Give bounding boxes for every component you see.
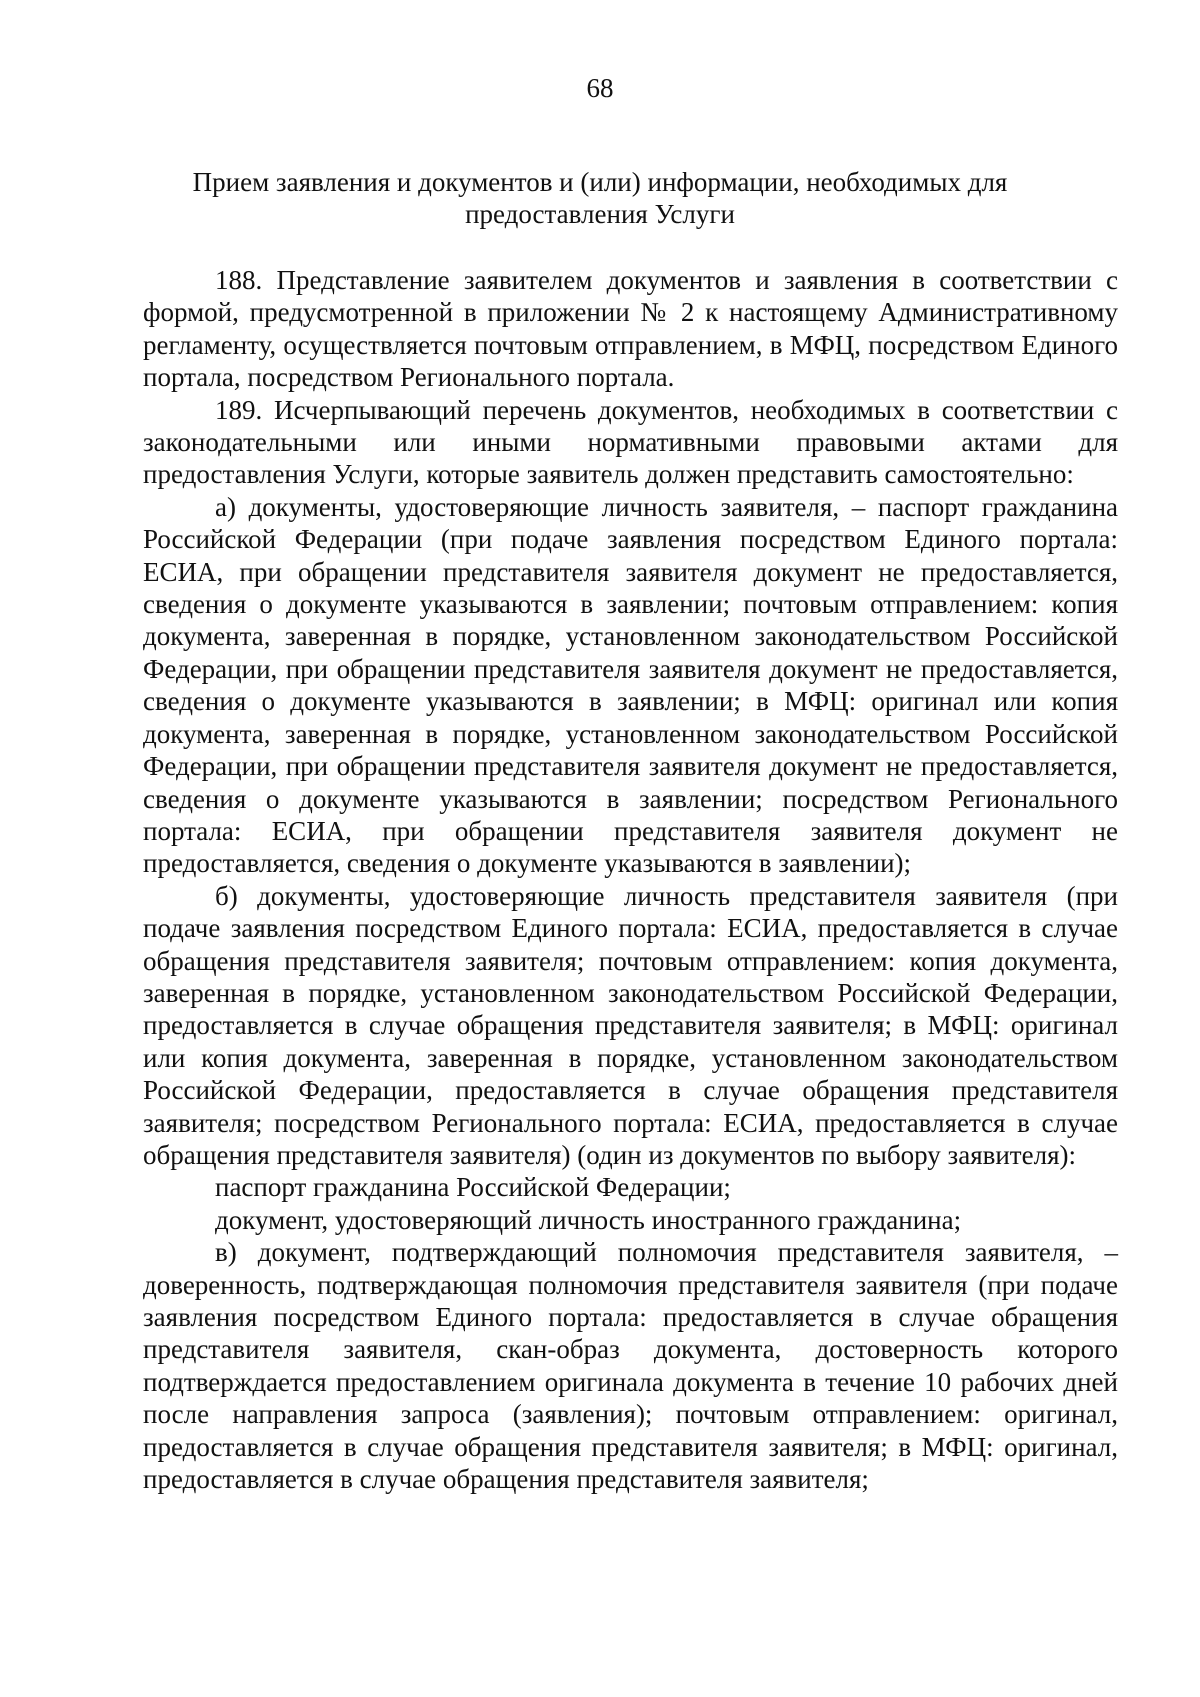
page-number: 68 [586,73,614,103]
paragraph-189-v: в) документ, подтверждающий полномочия представителя заявителя, – доверенность, подтверждающая полномочия представителя заявителя (при подаче заявления посредством Единого портала: предоставляется в случае обращения представителя заявителя, скан-образ документа, достоверность которого подтверждается предоставлением оригинала документа в течение 10 рабочих дней после направления запроса (заявления); почтовым отправлением: оригинал, предоставляется в случае обращения представителя заявителя; в МФЦ: оригинал, предоставляется в случае обращения представителя заявителя; [143,1237,1118,1495]
paragraph-189-a: а) документы, удостоверяющие личность заявителя, – паспорт гражданина Российской Федерации (при подаче заявления посредством Единого портала: ЕСИА, при обращении представителя заявителя документ не предоставляется, сведения о документе указываются в заявлении; почтовым отправлением: копия документа, заверенная в порядке, установленном законодательством Российской Федерации, при обращении представителя заявителя документ не предоставляется, сведения о документе указываются в заявлении; в МФЦ: оригинал или копия документа, заверенная в порядке, установленном законодательством Российской Федерации, при обращении представителя заявителя документ не предоставляется, сведения о документе указываются в заявлении; посредством Регионального портала: ЕСИА, при обращении представителя заявителя документ не предоставляется, сведения о документе указываются в заявлении); [143,491,1118,879]
paragraph-188: 188. Представление заявителем документов и заявления в соответствии с формой, предусмотренной в приложении № 2 к настоящему Административному регламенту, осуществляется почтовым отправлением, в МФЦ, посредством Единого портала, посредством Регионального портала. [143,265,1118,393]
section-heading [175,166,1025,230]
document-body [143,264,1118,1495]
paragraph-list-item-passport: паспорт гражданина Российской Федерации; [215,1172,731,1203]
paragraph-189: 189. Исчерпывающий перечень документов, необходимых в соответствии с законодательными или иными нормативными правовыми актами для предоставления Услуги, которые заявитель должен представить самостоятельно: [143,394,1118,490]
paragraph-list-item-foreign-id: документ, удостоверяющий личность иностранного гражданина; [215,1204,962,1235]
section-heading-line-1: Прием заявления и документов и (или) информации, необходимых для [192,167,1008,197]
paragraph-189-b: б) документы, удостоверяющие личность представителя заявителя (при подаче заявления посредством Единого портала: ЕСИА, предоставляется в случае обращения представителя заявителя; почтовым отправлением: копия документа, заверенная в порядке, установленном законодательством Российской Федерации, предоставляется в случае обращения представителя заявителя; в МФЦ: оригинал или копия документа, заверенная в порядке, установленном законодательством Российской Федерации, предоставляется в случае обращения представителя заявителя; посредством Регионального портала: ЕСИА, предоставляется в случае обращения представителя заявителя) (один из документов по выбору заявителя): [143,880,1118,1170]
section-heading-line-2: предоставления Услуги [465,199,735,229]
